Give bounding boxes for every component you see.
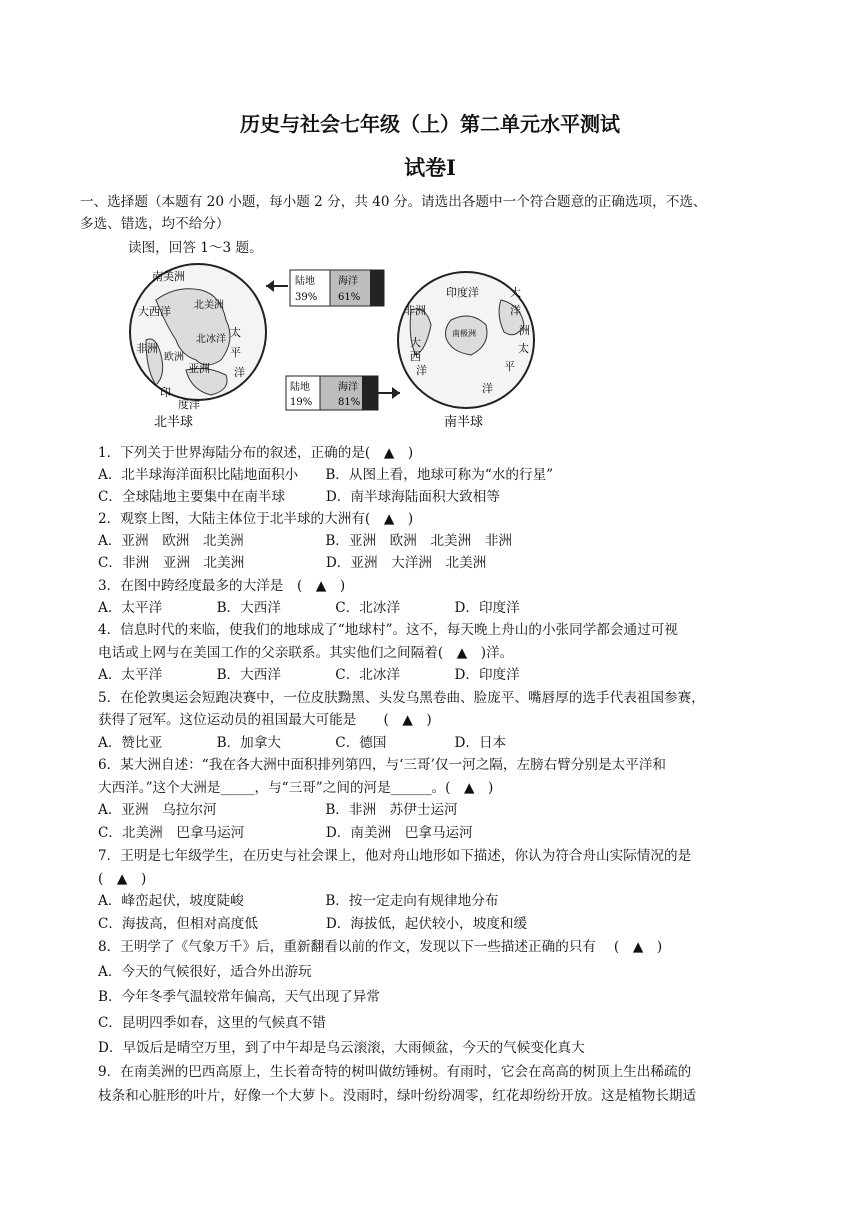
south-label-antarctica: 南极洲 bbox=[452, 329, 476, 338]
north-label-asia: 亚洲 bbox=[188, 362, 210, 375]
q2-options-cd: C．非洲 亚洲 北美洲 D．亚洲 大洋洲 北美洲 bbox=[98, 555, 487, 571]
q5-options: A．赞比亚 B．加拿大 C．德国 D．日本 bbox=[98, 735, 507, 751]
q4-stem-2: 电话或上网与在美国工作的父亲联系。其实他们之间隔着( ▲ )洋。 bbox=[98, 645, 514, 661]
q8-option-d: D．早饭后是晴空万里，到了中午却是乌云滚滚，大雨倾盆，今天的气候变化真大 bbox=[98, 1040, 585, 1056]
read-note: 读图，回答 1～3 题。 bbox=[128, 240, 263, 256]
instructions-line-1: 一、选择题（本题有 20 小题，每小题 2 分，共 40 分。请选出各题中一个符合题意的正确选项，不选、 bbox=[80, 194, 707, 210]
south-ocean-label: 海洋 bbox=[338, 382, 358, 393]
north-land-ocean-box bbox=[266, 270, 384, 306]
north-label-atlantic: 大西洋 bbox=[138, 305, 171, 318]
south-label-atlantic-2: 西 bbox=[410, 350, 421, 363]
north-ocean-pct: 61% bbox=[338, 292, 361, 303]
q4-stem-1: 4．信息时代的来临，使我们的地球成了“地球村”。这不，每天晚上舟山的小张同学都会通过可视 bbox=[98, 622, 678, 638]
q7-stem-1: 7．王明是七年级学生，在历史与社会课上，他对舟山地形如下描述，你认为符合舟山实际情况的是 bbox=[98, 848, 692, 864]
north-label-europe: 欧洲 bbox=[164, 352, 184, 363]
north-land-pct: 39% bbox=[295, 292, 318, 303]
q6-options-cd: C．北美洲 巴拿马运河 D．南美洲 巴拿马运河 bbox=[98, 825, 473, 841]
q9-stem-1: 9．在南美洲的巴西高原上，生长着奇特的树叫做纺锤树。有雨时，它会在高高的树顶上生出稀疏的 bbox=[98, 1064, 692, 1080]
q6-stem-2: 大西洋。”这个大洲是_____，与“三哥”之间的河是______。( ▲ ) bbox=[98, 780, 494, 796]
south-land-pct: 19% bbox=[290, 397, 313, 408]
south-label-pacific-1: 太 bbox=[518, 342, 529, 355]
north-hemisphere-map bbox=[130, 264, 266, 430]
north-label-pacific-1: 太 bbox=[230, 326, 241, 339]
q9-stem-2: 枝条和心脏形的叶片，好像一个大萝卜。没雨时，绿叶纷纷凋零，红花却纷纷开放。这是植物长期适 bbox=[98, 1088, 697, 1104]
q2-options-ab: A．亚洲 欧洲 北美洲 B．亚洲 欧洲 北美洲 非洲 bbox=[98, 533, 513, 549]
north-label-north-america: 北美洲 bbox=[194, 300, 224, 311]
q1-stem: 1．下列关于世界海陆分布的叙述，正确的是( ▲ ) bbox=[98, 445, 414, 461]
instructions-line-2: 多选、错选，均不给分） bbox=[80, 216, 230, 232]
q6-stem-1: 6．某大洲自述：“我在各大洲中面积排列第四，与‘三哥’仅一河之隔，左膀右臂分别是太平洋和 bbox=[98, 757, 666, 773]
paper-subtitle: 试卷I bbox=[404, 155, 456, 180]
q8-option-c: C．昆明四季如春，这里的气候真不错 bbox=[98, 1015, 326, 1031]
page-title: 历史与社会七年级（上）第二单元水平测试 bbox=[240, 112, 620, 136]
south-label-pacific-2: 平 bbox=[504, 360, 515, 373]
south-label-africa: 非洲 bbox=[404, 304, 426, 317]
south-label-indian: 印度洋 bbox=[446, 286, 479, 299]
q6-options-ab: A．亚洲 乌拉尔河 B．非洲 苏伊士运河 bbox=[98, 802, 458, 818]
q5-stem-1: 5．在伦敦奥运会短跑决赛中，一位皮肤黝黑、头发乌黑卷曲、脸庞平、嘴唇厚的选手代表祖国参赛， bbox=[98, 690, 705, 706]
south-land-ocean-box bbox=[286, 376, 400, 410]
south-label-oceania-zhou: 洲 bbox=[519, 324, 530, 337]
north-label-africa: 非洲 bbox=[136, 342, 158, 355]
q7-options-cd: C．海拔高，但相对高度低 D．海拔低，起伏较小，坡度和缓 bbox=[98, 916, 528, 932]
south-hemisphere-label: 南半球 bbox=[444, 415, 484, 430]
q8-option-b: B．今年冬季气温较常年偏高，天气出现了异常 bbox=[98, 989, 380, 1005]
q4-options: A．太平洋 B．大西洋 C．北冰洋 D．印度洋 bbox=[98, 667, 520, 683]
north-label-south-america: 南美洲 bbox=[152, 270, 185, 283]
q5-stem-2: 获得了冠军。这位运动员的祖国最大可能是 ( ▲ ) bbox=[98, 712, 432, 728]
north-hemisphere-label: 北半球 bbox=[154, 415, 194, 430]
q7-stem-2: ( ▲ ) bbox=[98, 871, 147, 887]
hemisphere-map-figure bbox=[126, 260, 546, 430]
q8-option-a: A．今天的气候很好，适合外出游玩 bbox=[98, 964, 312, 980]
south-label-oceania-da: 大 bbox=[510, 286, 521, 299]
south-label-atlantic-1: 大 bbox=[410, 336, 421, 349]
north-label-pacific-2: 平 bbox=[230, 346, 241, 359]
q2-stem: 2．观察上图，大陆主体位于北半球的大洲有( ▲ ) bbox=[98, 511, 414, 527]
south-label-pacific-3: 洋 bbox=[482, 382, 493, 395]
south-hemisphere-map bbox=[398, 272, 534, 430]
q1-options-ab: A．北半球海洋面积比陆地面积小 B．从图上看，地球可称为“水的行星” bbox=[98, 467, 554, 483]
north-label-indian-2: 度洋 bbox=[178, 398, 200, 411]
q7-options-ab: A．峰峦起伏，坡度陡峻 B．按一定走向有规律地分布 bbox=[98, 893, 499, 909]
q3-stem: 3．在图中跨经度最多的大洋是 ( ▲ ) bbox=[98, 578, 346, 594]
q3-options: A．太平洋 B．大西洋 C．北冰洋 D．印度洋 bbox=[98, 600, 520, 616]
q1-options-cd: C．全球陆地主要集中在南半球 D．南半球海陆面积大致相等 bbox=[98, 489, 500, 505]
q8-stem: 8．王明学了《气象万千》后，重新翻看以前的作文，发现以下一些描述正确的只有 ( ▲ ) bbox=[98, 939, 663, 955]
north-label-indian-1: 印 bbox=[160, 386, 171, 399]
south-land-label: 陆地 bbox=[290, 382, 310, 393]
north-label-arctic: 北冰洋 bbox=[196, 334, 226, 345]
north-label-pacific-3: 洋 bbox=[234, 366, 245, 379]
north-ocean-label: 海洋 bbox=[338, 276, 358, 287]
north-land-label: 陆地 bbox=[295, 276, 315, 287]
south-ocean-pct: 81% bbox=[338, 397, 361, 408]
south-label-atlantic-3: 洋 bbox=[416, 364, 427, 377]
south-label-oceania-yang: 洋 bbox=[510, 304, 521, 317]
